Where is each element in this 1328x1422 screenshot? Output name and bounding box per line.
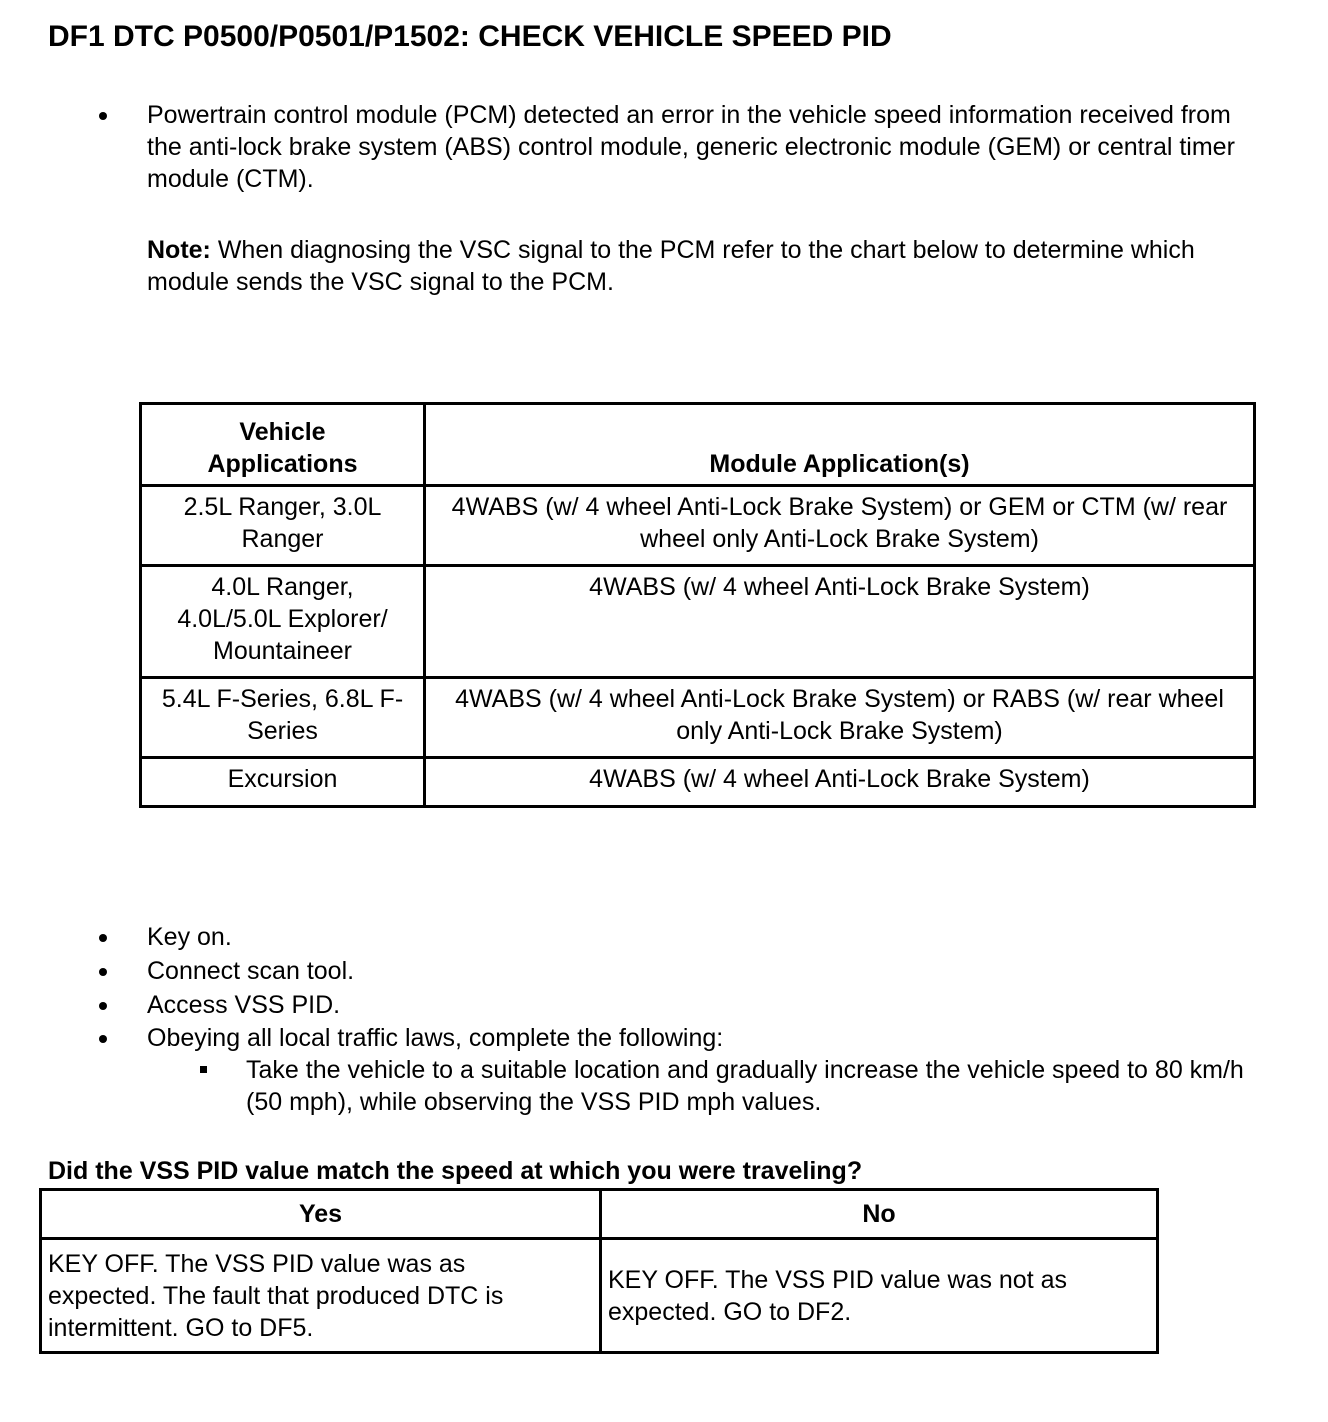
bullet-icon [99, 934, 107, 942]
step-access-vss-pid: Access VSS PID. [147, 991, 341, 1019]
step-key-on: Key on. [147, 923, 232, 951]
yes-result-cell: KEY OFF. The VSS PID value was as expected. The fault that produced DTC is intermittent. GO to DF5. [41, 1239, 601, 1353]
vehicle-cell: Excursion [141, 758, 425, 807]
table-row [141, 486, 1255, 566]
question-heading: Did the VSS PID value match the speed at which you were traveling? [48, 1157, 863, 1185]
header-module-applications: Module Application(s) [425, 404, 1255, 486]
yes-no-table [39, 1188, 1159, 1354]
table-row [141, 678, 1255, 758]
module-cell: 4WABS (w/ 4 wheel Anti-Lock Brake System) [425, 566, 1255, 678]
yes-header: Yes [41, 1190, 601, 1239]
note-label: Note: [147, 236, 211, 264]
bullet-icon [99, 1035, 107, 1043]
module-cell: 4WABS (w/ 4 wheel Anti-Lock Brake System) or RABS (w/ rear wheel only Anti-Lock Brake System) [425, 678, 1255, 758]
bullet-icon [99, 112, 107, 120]
module-cell: 4WABS (w/ 4 wheel Anti-Lock Brake System) [425, 758, 1255, 807]
bullet-icon [99, 968, 107, 976]
intro-paragraph: Powertrain control module (PCM) detected an error in the vehicle speed information received from the anti-lock brake system (ABS) control module, generic electronic module (GEM) or central timer module (CTM). [147, 101, 1235, 193]
note-paragraph [147, 234, 1277, 298]
note-text: When diagnosing the VSC signal to the PCM refer to the chart below to determine which module sends the VSC signal to the PCM. [147, 236, 1195, 296]
table-row [41, 1239, 1158, 1353]
bullet-icon [99, 1002, 107, 1010]
substep-drive-vehicle: Take the vehicle to a suitable location and gradually increase the vehicle speed to 80 km/h (50 mph), while observing the VSS PID mph values. [246, 1056, 1244, 1116]
step-obey-traffic-laws: Obeying all local traffic laws, complete the following: [147, 1024, 724, 1052]
header-vehicle-applications: Vehicle Applications [141, 404, 425, 486]
vehicle-application-table [139, 402, 1256, 808]
vehicle-cell: 5.4L F-Series, 6.8L F-Series [141, 678, 425, 758]
no-header: No [601, 1190, 1158, 1239]
table-header-row [41, 1190, 1158, 1239]
square-bullet-icon [200, 1066, 207, 1073]
table-row [141, 566, 1255, 678]
vehicle-cell: 4.0L Ranger, 4.0L/5.0L Explorer/ Mountaineer [141, 566, 425, 678]
no-result-cell: KEY OFF. The VSS PID value was not as expected. GO to DF2. [601, 1239, 1158, 1353]
table-row [141, 758, 1255, 807]
table-header-row [141, 404, 1255, 486]
step-connect-scan-tool: Connect scan tool. [147, 957, 355, 985]
module-cell: 4WABS (w/ 4 wheel Anti-Lock Brake System) or GEM or CTM (w/ rear wheel only Anti-Lock Brake System) [425, 486, 1255, 566]
page-title: DF1 DTC P0500/P0501/P1502: CHECK VEHICLE SPEED PID [48, 20, 892, 53]
vehicle-cell: 2.5L Ranger, 3.0L Ranger [141, 486, 425, 566]
